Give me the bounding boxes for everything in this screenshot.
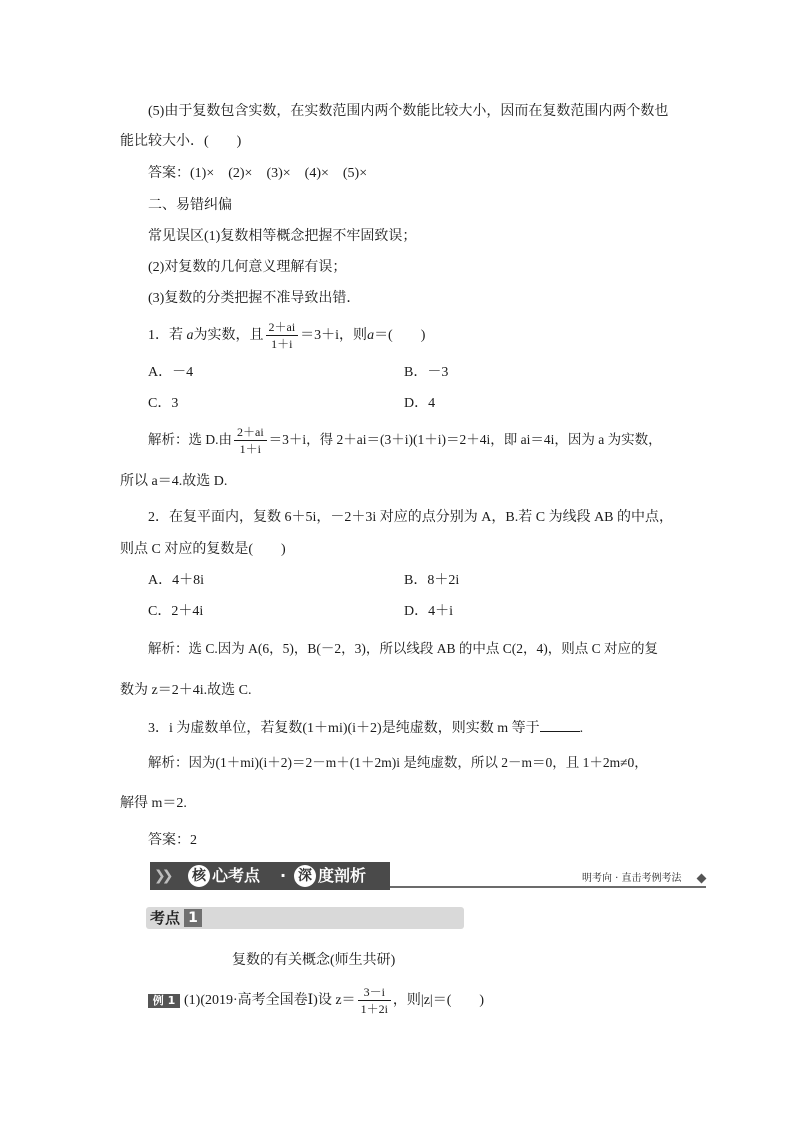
- question-1: [148, 318, 425, 354]
- example-fraction: [358, 984, 391, 1017]
- diamond-icon: [697, 874, 707, 884]
- q1-tail2: ＝( ): [374, 328, 426, 343]
- question-3: [148, 717, 583, 738]
- error-item-3: (3)复数的分类把握不准导致出错．: [148, 291, 361, 306]
- topic-title: 复数的有关概念(师生共研): [232, 953, 396, 968]
- common-errors: 常见误区(1)复数相等概念把握不牢固致误；: [148, 229, 417, 244]
- q1-denominator: 1＋i: [271, 337, 293, 352]
- q1-option-c: C．3: [148, 396, 179, 411]
- example-1: [148, 983, 484, 1019]
- question-2-line2: 则点 C 对应的复数是( ): [120, 542, 286, 557]
- example-denominator: 1＋2i: [360, 1002, 388, 1017]
- q2-option-c: C．2＋4i: [148, 604, 204, 619]
- question-2-line1: 2．在复平面内，复数 6＋5i，－2＋3i 对应的点分别为 A，B.若 C 为线段 AB 的中点，: [148, 510, 674, 525]
- example-lead: (1)(2019·高考全国卷Ⅰ)设 z＝: [184, 993, 356, 1008]
- q1-sol-lead: 解析：选 D.由: [148, 432, 232, 447]
- section-heading: 二、易错纠偏: [148, 198, 232, 213]
- kaodian-number: 1: [184, 909, 202, 927]
- q2-option-b: B．8＋2i: [404, 573, 460, 588]
- q2-option-d: D．4＋i: [404, 604, 453, 619]
- q1-solution-line2: 所以 a＝4.故选 D.: [120, 474, 228, 489]
- q2-option-a: A．4＋8i: [148, 573, 204, 588]
- q1-sol-fraction: [234, 424, 267, 457]
- q1-var2: a: [367, 328, 375, 343]
- kaodian-label: 考点: [150, 909, 181, 927]
- banner-char-2: 深: [294, 865, 316, 887]
- banner-subtitle: 明考向 · 直击考例考法: [582, 873, 682, 884]
- item5-line2: 能比较大小．( ): [120, 134, 242, 149]
- q1-option-b: B．－3: [404, 365, 449, 380]
- item5-line1: (5)由于复数包含实数，在实数范围内两个数能比较大小，因而在复数范围内两个数也: [148, 104, 669, 119]
- q1-option-d: D．4: [404, 396, 436, 411]
- q3-answer-blank: [540, 717, 580, 732]
- q3-solution-line1: 解析：因为(1＋mi)(i＋2)＝2－m＋(1＋2m)i 是纯虚数，所以 2－m＝0，且 1＋2m≠0，: [148, 755, 648, 770]
- example-tail: ，则|z|＝( ): [392, 993, 485, 1008]
- q1-option-a: A．－4: [148, 365, 194, 380]
- q1-sol-denominator: 1＋i: [239, 442, 261, 457]
- banner-dot: ·: [280, 866, 287, 885]
- banner-char-1: 核: [188, 865, 210, 887]
- q3-answer: 答案：2: [148, 833, 197, 848]
- q3-text: 3．i 为虚数单位，若复数(1＋mi)(i＋2)是纯虚数，则实数 m 等于: [148, 721, 540, 736]
- q1-mid: 为实数，且: [193, 328, 264, 343]
- banner-divider: [390, 886, 706, 888]
- q2-solution-line1: 解析：选 C.因为 A(6，5)，B(－2，3)，所以线段 AB 的中点 C(2，4)，则点 C 对应的复: [148, 641, 658, 656]
- banner-text-1: 心考点: [212, 866, 261, 885]
- example-badge: 例 1: [148, 994, 180, 1008]
- q3-solution-line2: 解得 m＝2.: [120, 796, 187, 811]
- q2-solution-line2: 数为 z＝2＋4i.故选 C.: [120, 683, 252, 698]
- q1-lead: 1．若: [148, 328, 187, 343]
- q1-var: a: [186, 328, 194, 343]
- section-banner: [150, 862, 390, 890]
- example-numerator: 3－i: [358, 984, 391, 1001]
- q1-tail: ＝3＋i，则: [300, 328, 368, 343]
- q1-fraction: [266, 319, 299, 352]
- q1-sol-tail: ＝3＋i，得 2＋ai＝(3＋i)(1＋i)＝2＋4i，即 ai＝4i，因为 a 为实数，: [268, 432, 662, 447]
- error-item-2: (2)对复数的几何意义理解有误；: [148, 260, 347, 275]
- q1-numerator: 2＋ai: [266, 319, 299, 336]
- q1-sol-numerator: 2＋ai: [234, 424, 267, 441]
- chevrons-icon: ❯❯: [154, 868, 170, 884]
- answer-line: 答案：(1)× (2)× (3)× (4)× (5)×: [148, 166, 368, 181]
- q1-solution: [148, 422, 662, 458]
- q3-end: .: [579, 721, 584, 736]
- banner-text-2: 度剖析: [318, 866, 367, 885]
